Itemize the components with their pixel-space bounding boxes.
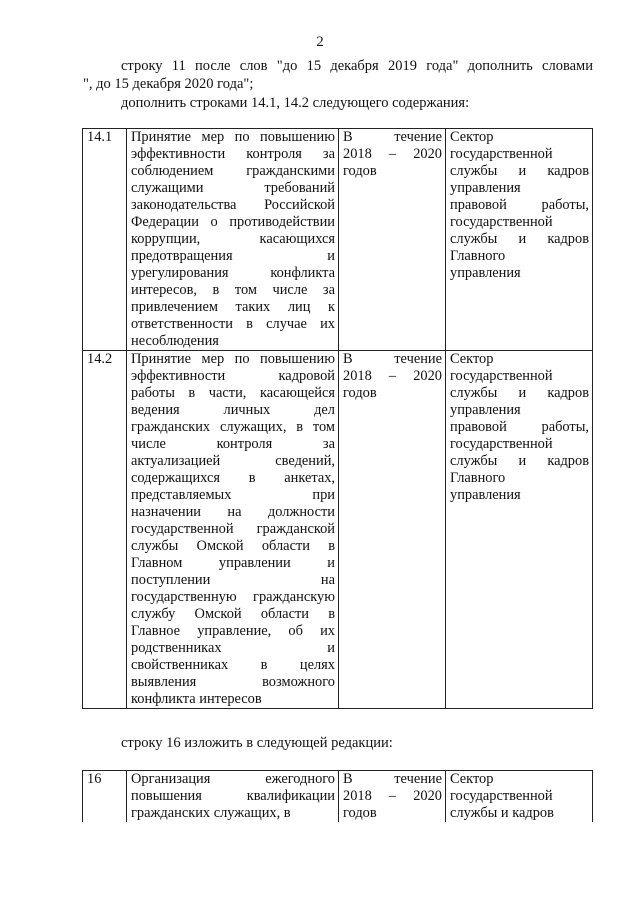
cell-line: службы и кадров bbox=[450, 385, 589, 401]
cell-line: ответственности в случае их bbox=[131, 316, 335, 332]
table-row bbox=[83, 351, 593, 709]
row-number: 14.2 bbox=[83, 351, 127, 709]
cell-line: годов bbox=[343, 163, 377, 179]
middle-instruction: строку 16 изложить в следующей редакции: bbox=[121, 735, 393, 751]
amendments-table-1 bbox=[82, 128, 593, 709]
cell-line: службы и кадров bbox=[450, 805, 554, 821]
intro-line-1: строку 11 после слов "до 15 декабря 2019 года" дополнить словами bbox=[121, 58, 593, 74]
cell-line: служащими требований bbox=[131, 180, 335, 196]
cell-line: Организация ежегодного bbox=[131, 771, 335, 787]
responsible-cell bbox=[446, 351, 593, 709]
table-2-clip bbox=[0, 770, 640, 822]
cell-line: годов bbox=[343, 385, 377, 401]
table-row bbox=[83, 129, 593, 351]
responsible-cell bbox=[446, 771, 593, 823]
table-row bbox=[83, 771, 593, 823]
cell-line: В течение bbox=[343, 129, 442, 145]
cell-line: службы и кадров bbox=[450, 231, 589, 247]
cell-line: Главного bbox=[450, 248, 506, 264]
cell-line: управления bbox=[450, 265, 521, 281]
cell-line: эффективности кадровой bbox=[131, 368, 335, 384]
cell-line: гражданских служащих, в bbox=[131, 805, 291, 821]
cell-line: 2018 – 2020 bbox=[343, 146, 442, 162]
cell-line: эффективности контроля за bbox=[131, 146, 335, 162]
cell-line: урегулирования конфликта bbox=[131, 265, 335, 281]
cell-line: службы и кадров bbox=[450, 453, 589, 469]
cell-line: актуализацией сведений, bbox=[131, 453, 335, 469]
cell-line: числе контроля за bbox=[131, 436, 335, 452]
responsible-cell bbox=[446, 129, 593, 351]
cell-line: Сектор bbox=[450, 129, 494, 145]
cell-line: государственную гражданскую bbox=[131, 589, 335, 605]
cell-line: государственной bbox=[450, 368, 553, 384]
term-cell bbox=[339, 351, 446, 709]
cell-line: Главное управление, об их bbox=[131, 623, 335, 639]
cell-line: соблюдением гражданскими bbox=[131, 163, 335, 179]
row-number: 16 bbox=[83, 771, 127, 823]
cell-line: правовой работы, bbox=[450, 419, 589, 435]
action-cell bbox=[127, 771, 339, 823]
amendments-table-2 bbox=[82, 770, 593, 822]
intro-line-3: дополнить строками 14.1, 14.2 следующего содержания: bbox=[121, 95, 470, 111]
cell-line: ведения личных дел bbox=[131, 402, 335, 418]
cell-line: 2018 – 2020 bbox=[343, 368, 442, 384]
cell-line: Сектор bbox=[450, 351, 494, 367]
cell-line: Принятие мер по повышению bbox=[131, 351, 335, 367]
cell-line: представляемых при bbox=[131, 487, 335, 503]
cell-line: управления bbox=[450, 402, 521, 418]
action-cell bbox=[127, 129, 339, 351]
cell-line: гражданских служащих, в том bbox=[131, 419, 335, 435]
term-cell bbox=[339, 129, 446, 351]
cell-line: поступлении на bbox=[131, 572, 335, 588]
cell-line: государственной bbox=[450, 214, 553, 230]
cell-line: В течение bbox=[343, 771, 442, 787]
row-number: 14.1 bbox=[83, 129, 127, 351]
cell-line: предотвращения и bbox=[131, 248, 335, 264]
cell-line: службы Омской области в bbox=[131, 538, 335, 554]
cell-line: службы и кадров bbox=[450, 163, 589, 179]
cell-line: свойственниках в целях bbox=[131, 657, 335, 673]
cell-line: содержащихся в анкетах, bbox=[131, 470, 335, 486]
term-cell bbox=[339, 771, 446, 823]
cell-line: правовой работы, bbox=[450, 197, 589, 213]
cell-line: В течение bbox=[343, 351, 442, 367]
cell-line: годов bbox=[343, 805, 377, 821]
cell-line: управления bbox=[450, 487, 521, 503]
cell-line: родственниках и bbox=[131, 640, 335, 656]
cell-line: работы в части, касающейся bbox=[131, 385, 335, 401]
cell-line: интересов, в том числе за bbox=[131, 282, 335, 298]
cell-line: привлечением таких лиц к bbox=[131, 299, 335, 315]
cell-line: коррупции, касающихся bbox=[131, 231, 335, 247]
intro-line-2: ", до 15 декабря 2020 года"; bbox=[83, 76, 254, 92]
cell-line: Сектор bbox=[450, 771, 494, 787]
cell-line: управления bbox=[450, 180, 521, 196]
cell-line: Федерации о противодействии bbox=[131, 214, 335, 230]
cell-line: конфликта интересов bbox=[131, 691, 262, 707]
cell-line: Принятие мер по повышению bbox=[131, 129, 335, 145]
cell-line: Главном управлении и bbox=[131, 555, 335, 571]
cell-line: 2018 – 2020 bbox=[343, 788, 442, 804]
cell-line: службу Омской области в bbox=[131, 606, 335, 622]
cell-line: государственной bbox=[450, 146, 553, 162]
action-cell bbox=[127, 351, 339, 709]
cell-line: выявления возможного bbox=[131, 674, 335, 690]
cell-line: назначении на должности bbox=[131, 504, 335, 520]
cell-line: государственной bbox=[450, 436, 553, 452]
cell-line: Главного bbox=[450, 470, 506, 486]
cell-line: государственной гражданской bbox=[131, 521, 335, 537]
cell-line: повышения квалификации bbox=[131, 788, 335, 804]
cell-line: законодательства Российской bbox=[131, 197, 335, 213]
cell-line: несоблюдения bbox=[131, 333, 219, 349]
page-number: 2 bbox=[316, 34, 324, 50]
cell-line: государственной bbox=[450, 788, 553, 804]
